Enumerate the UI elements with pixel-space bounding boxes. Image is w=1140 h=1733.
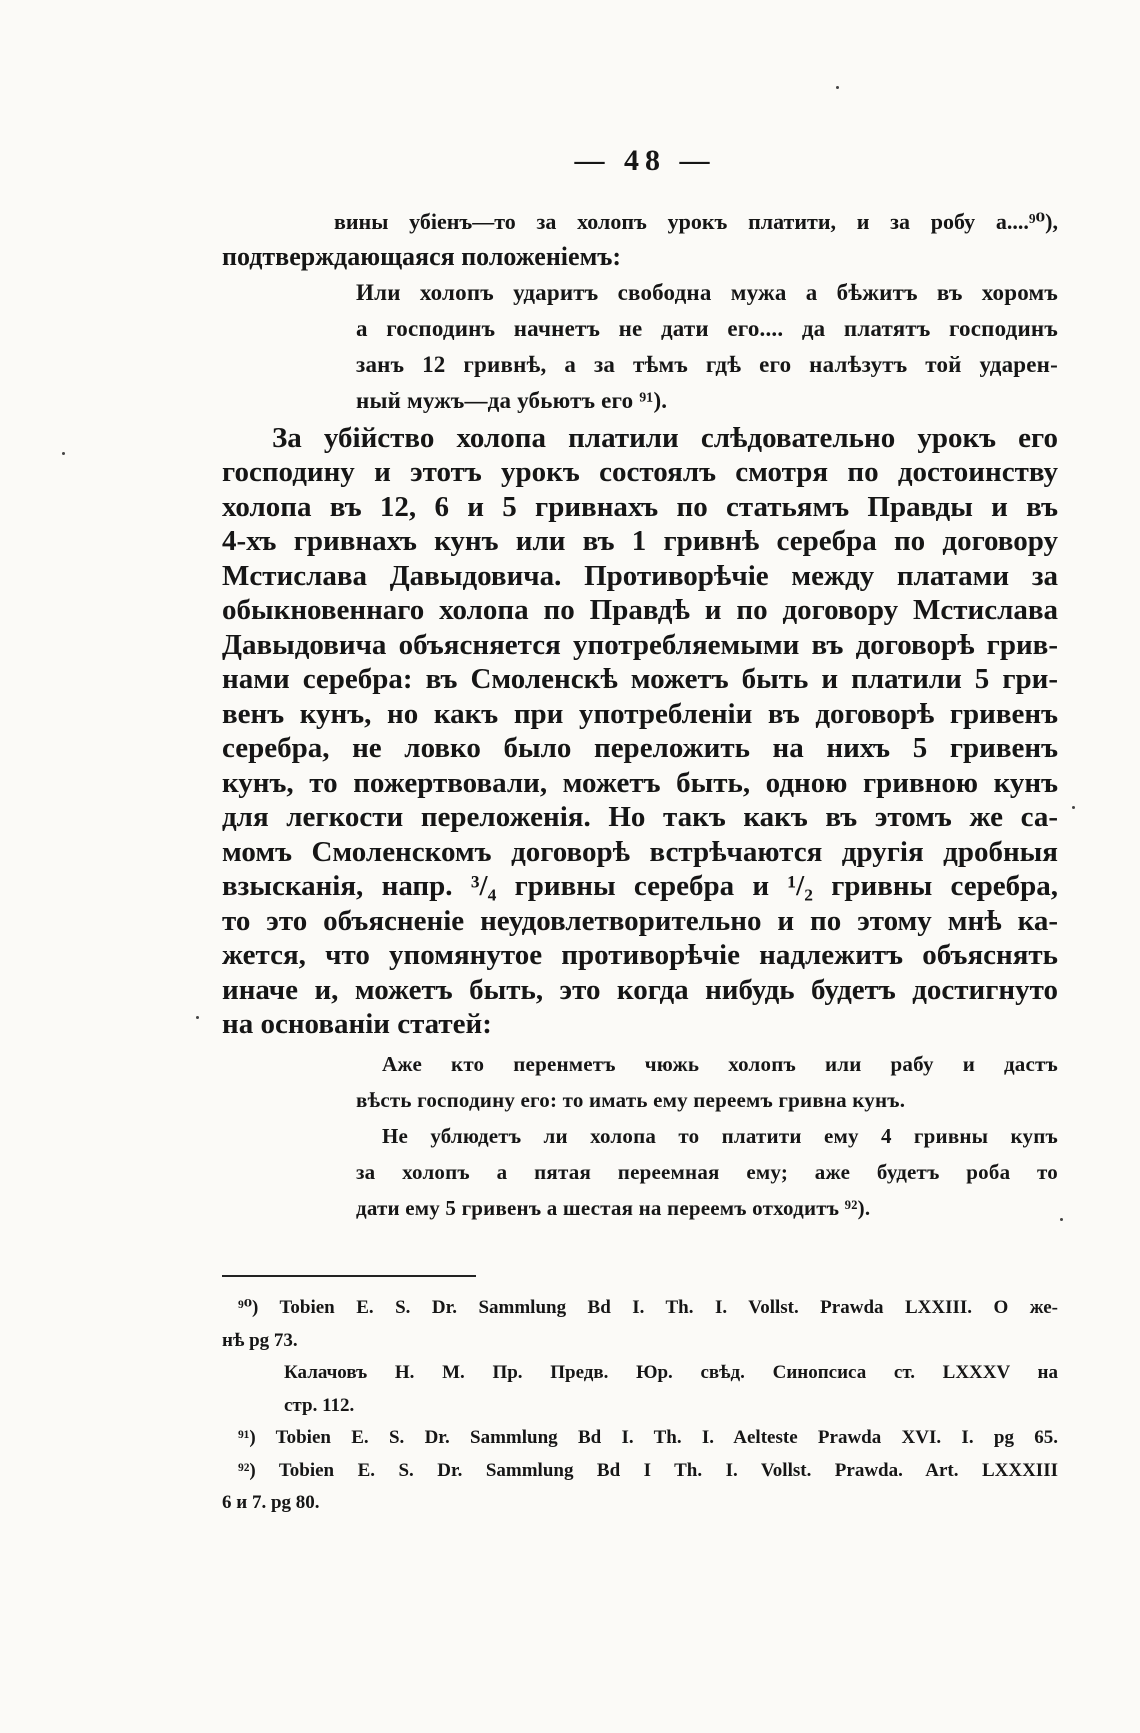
footnote-line: ⁹²) Tobien E. S. Dr. Sammlung Bd I Th. I. Vollst. Prawda. Art. LXXXIII xyxy=(238,1459,1058,1481)
scan-speck xyxy=(62,452,65,455)
main-line: жется, что упомянутое противорѣчіе надлежитъ объяснять xyxy=(222,939,1058,971)
main-line: серебра, не ловко было переложить на нихъ 5 гривенъ xyxy=(222,732,1058,764)
intro-line-2: подтверждающаяся положеніемъ: xyxy=(222,242,622,271)
quote1-line: Или холопъ ударитъ свободна мужа а бѣжитъ въ хоромъ xyxy=(356,279,1058,305)
main-line: холопа въ 12, 6 и 5 гривнахъ по статьямъ Правды и въ xyxy=(222,490,1058,523)
main-line: взысканія, напр. ³/₄ гривны серебра и ¹/₂ гривны серебра, xyxy=(222,870,1058,902)
main-line: нами серебра: въ Смоленскѣ можетъ быть и платили 5 гри- xyxy=(222,663,1058,695)
footnote-line: 6 и 7. pg 80. xyxy=(222,1492,320,1513)
main-line: 4-хъ гривнахъ кунъ или въ 1 гривнѣ серебра по договору xyxy=(222,525,1058,557)
main-line: Мстислава Давыдовича. Противорѣчіе между платами за xyxy=(222,559,1058,592)
main-line: иначе и, можетъ быть, это когда нибудь будетъ достигнуто xyxy=(222,973,1058,1006)
quote1-line: а господинъ начнетъ не дати его.... да платятъ господинъ xyxy=(356,315,1058,341)
main-line: За убійство холопа платили слѣдовательно урокъ его xyxy=(272,421,1058,454)
page-number: — 48 — xyxy=(574,144,716,177)
scan-speck xyxy=(1060,1218,1063,1221)
main-line: Давыдовича объясняется употребляемыми въ договорѣ грив- xyxy=(222,628,1058,661)
quote1-line: ный мужъ—да убьютъ его ⁹¹). xyxy=(356,387,668,413)
quote2-line: дати ему 5 гривенъ а шестая на переемъ отходитъ ⁹²). xyxy=(356,1195,871,1220)
main-line: кунъ, то пожертвовали, можетъ быть, одною гривною кунъ xyxy=(222,766,1058,799)
scan-speck xyxy=(196,1016,199,1019)
intro-block xyxy=(222,204,1058,240)
scan-speck xyxy=(1072,806,1075,809)
footnote-line: Калачовъ Н. М. Пр. Предв. Юр. свѣд. Синопсиса ст. LXXXV на xyxy=(284,1362,1058,1383)
quote2-line: за холопъ а пятая переемная ему; аже будетъ роба то xyxy=(356,1159,1058,1184)
footnote-line: нѣ pg 73. xyxy=(222,1329,298,1351)
footnote-line: стр. 112. xyxy=(284,1394,355,1416)
footnote-line: ⁹⁰) Tobien E. S. Dr. Sammlung Bd I. Th. I. Vollst. Prawda LXXIII. О же- xyxy=(238,1297,1058,1318)
quote1-line: занъ 12 гривнѣ, а за тѣмъ гдѣ его налѣзутъ той ударен- xyxy=(356,351,1058,377)
footnotes xyxy=(222,1292,1058,1520)
main-line: господину и этотъ урокъ состоялъ смотря по достоинству xyxy=(222,456,1058,488)
main-line: венъ кунъ, но какъ при употребленіи въ договорѣ гривенъ xyxy=(222,697,1058,730)
quote-block-1 xyxy=(356,275,1058,419)
quote2-line: Аже кто перенметъ чюжь холопъ или рабу и дастъ xyxy=(382,1051,1058,1076)
intro-line-1: вины убіенъ—то за холопъ урокъ платити, и за робу а....⁹⁰), xyxy=(334,209,1058,234)
body-text xyxy=(222,204,1058,1226)
quote-block-2 xyxy=(356,1046,1058,1226)
main-line: то это объясненіе неудовлетворительно и по этому мнѣ ка- xyxy=(222,904,1058,937)
quote2-line: вѣсть господину его: то имать ему переемъ гривна кунъ. xyxy=(356,1087,906,1112)
quote2-line: Не ублюдетъ ли холопа то платити ему 4 гривны купъ xyxy=(382,1123,1058,1148)
main-line: для легкости переложенія. Но такъ какъ въ этомъ же са- xyxy=(222,801,1058,833)
main-line: момъ Смоленскомъ договорѣ встрѣчаются другія дробныя xyxy=(222,835,1058,868)
footnote-line: ⁹¹) Tobien E. S. Dr. Sammlung Bd I. Th. I. Aelteste Prawda XVI. I. pg 65. xyxy=(238,1427,1058,1448)
main-line: обыкновеннаго холопа по Правдѣ и по договору Мстислава xyxy=(222,594,1058,626)
main-line: на основаніи статей: xyxy=(222,1008,492,1040)
main-paragraph xyxy=(222,421,1058,1042)
intro-line-2-block xyxy=(222,240,1058,275)
scan-speck xyxy=(836,86,839,89)
footnote-divider xyxy=(222,1275,476,1277)
